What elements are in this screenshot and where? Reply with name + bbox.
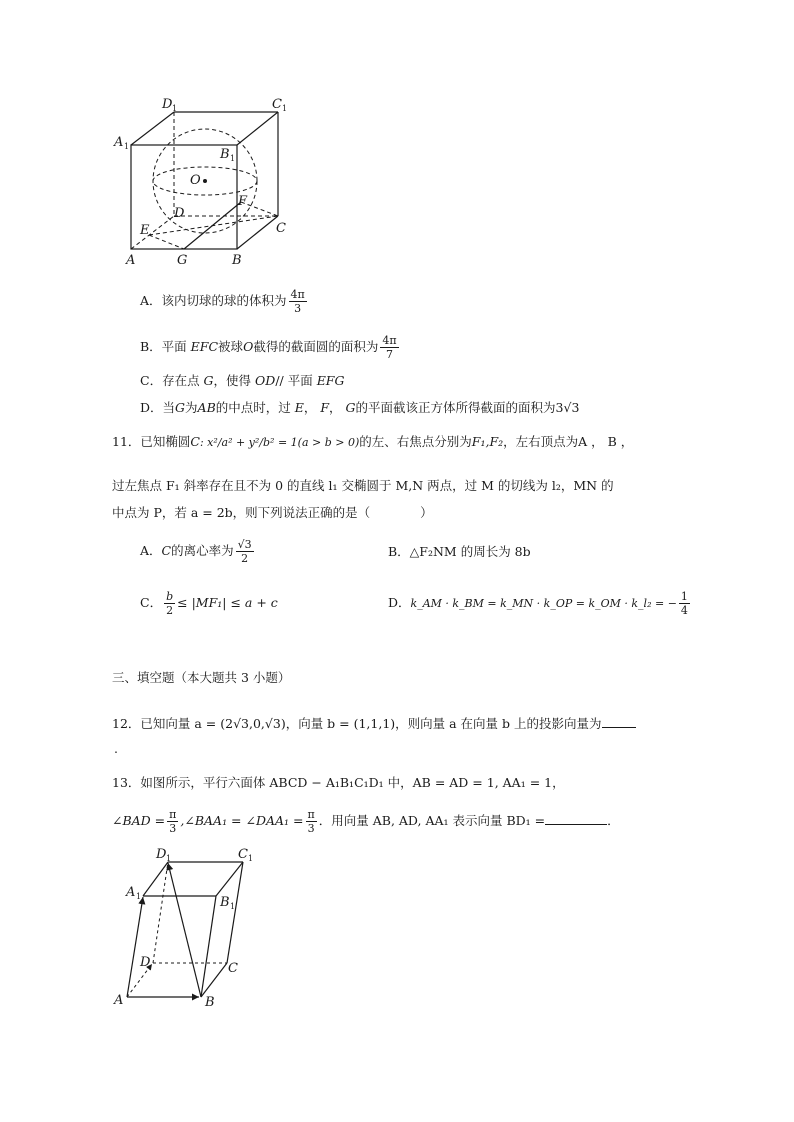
label-C: C (276, 221, 286, 236)
label-A1: A (126, 885, 136, 900)
svg-text:1: 1 (172, 104, 178, 113)
answer-blank[interactable] (602, 727, 636, 728)
answer-blank[interactable] (545, 824, 607, 825)
label-E: E (140, 223, 150, 238)
label-A: A (114, 993, 124, 1008)
fraction: $\frac{\pi}{3}$ (169, 808, 177, 835)
label-O: O (190, 173, 201, 188)
label-D1: D (156, 847, 167, 862)
q10-option-a: A．该内切球的球的体积为 $\frac{4\pi}{3}$ (140, 288, 305, 315)
label-B: B (232, 253, 242, 268)
section-title: 三、填空题（本大题共 3 小题） (112, 670, 291, 685)
label-C1: C (272, 97, 282, 112)
q10-option-d: D．当G为AB的中点时，过 E， F， G的平面截该正方体所得截面的面积为3√3 (140, 400, 580, 415)
label-A: A (126, 253, 136, 268)
svg-text:1: 1 (166, 854, 172, 863)
fraction: $\frac{4\pi}{3}$ (290, 288, 305, 315)
q10-option-b: B．平面 EFC被球O截得的截面圆的面积为 $\frac{4\pi}{7}$ (140, 334, 397, 361)
q13-line1: 13．如图所示，平行六面体 ABCD − A₁B₁C₁D₁ 中，AB = AD = 1, AA₁ = 1， (112, 775, 565, 790)
label-A1: A (114, 135, 124, 150)
label-B1: B (220, 147, 230, 162)
q11-line1: 11．已知椭圆C: x²/a² + y²/b² = 1(a > b > 0)的左、右焦点分别为F₁,F₂，左右顶点为A ， B ， (112, 434, 634, 449)
svg-text:1: 1 (136, 892, 142, 901)
q11-option-a: A．C的离心率为 $\frac{√3}{2}$ (140, 538, 252, 565)
q12-dot: . (114, 741, 118, 756)
q11-line3: 中点为 P，若 a = 2b，则下列说法正确的是（ ） (112, 505, 433, 520)
label-D: D (140, 955, 151, 970)
q10-option-c: C．存在点 G，使得 OD// 平面 EFG (140, 373, 345, 388)
label-D: D (174, 206, 185, 221)
fraction: $\frac{b}{2}$ (166, 590, 174, 617)
svg-text:1: 1 (124, 142, 130, 151)
q11-option-b: B．△F₂NM 的周长为 8b (388, 544, 531, 559)
q11-line2: 过左焦点 F₁ 斜率存在且不为 0 的直线 l₁ 交椭圆于 M,N 两点，过 M 的切线为 l₂，MN 的 (112, 478, 614, 493)
fraction: $\frac{\pi}{3}$ (307, 808, 315, 835)
svg-text:1: 1 (230, 154, 236, 163)
cube-sphere-figure (110, 92, 300, 272)
fraction: $\frac{√3}{2}$ (237, 538, 252, 565)
fraction: $\frac{1}{4}$ (680, 590, 688, 617)
label-G: G (177, 253, 188, 268)
q11-option-c: C． $\frac{b}{2}$ ≤ |MF₁| ≤ a + c (140, 590, 278, 617)
label-B1: B (220, 895, 230, 910)
label-B: B (205, 995, 215, 1010)
svg-text:1: 1 (248, 854, 254, 863)
fraction: $\frac{4\pi}{7}$ (382, 334, 397, 361)
label-C: C (228, 961, 238, 976)
label-C1: C (238, 847, 248, 862)
label-D1: D (162, 97, 173, 112)
svg-text:1: 1 (230, 902, 236, 911)
label-F: F (238, 194, 248, 209)
svg-text:1: 1 (282, 104, 288, 113)
q11-option-d: D．k_AM · k_BM = k_MN · k_OP = k_OM · k_l₂ = − $\frac{1}{4}$ (388, 590, 688, 617)
parallelepiped-figure (110, 842, 270, 1012)
q13-line2: ∠BAD = $\frac{\pi}{3}$ ,∠BAA₁ = ∠DAA₁ = $\frac{\pi}{3}$ ．用向量 AB, AD, AA₁ 表示向量 BD₁ = ． (112, 808, 620, 835)
q12-line: 12．已知向量 a = (2√3,0,√3)，向量 b = (1,1,1)，则向量 a 在向量 b 上的投影向量为 (112, 715, 636, 733)
